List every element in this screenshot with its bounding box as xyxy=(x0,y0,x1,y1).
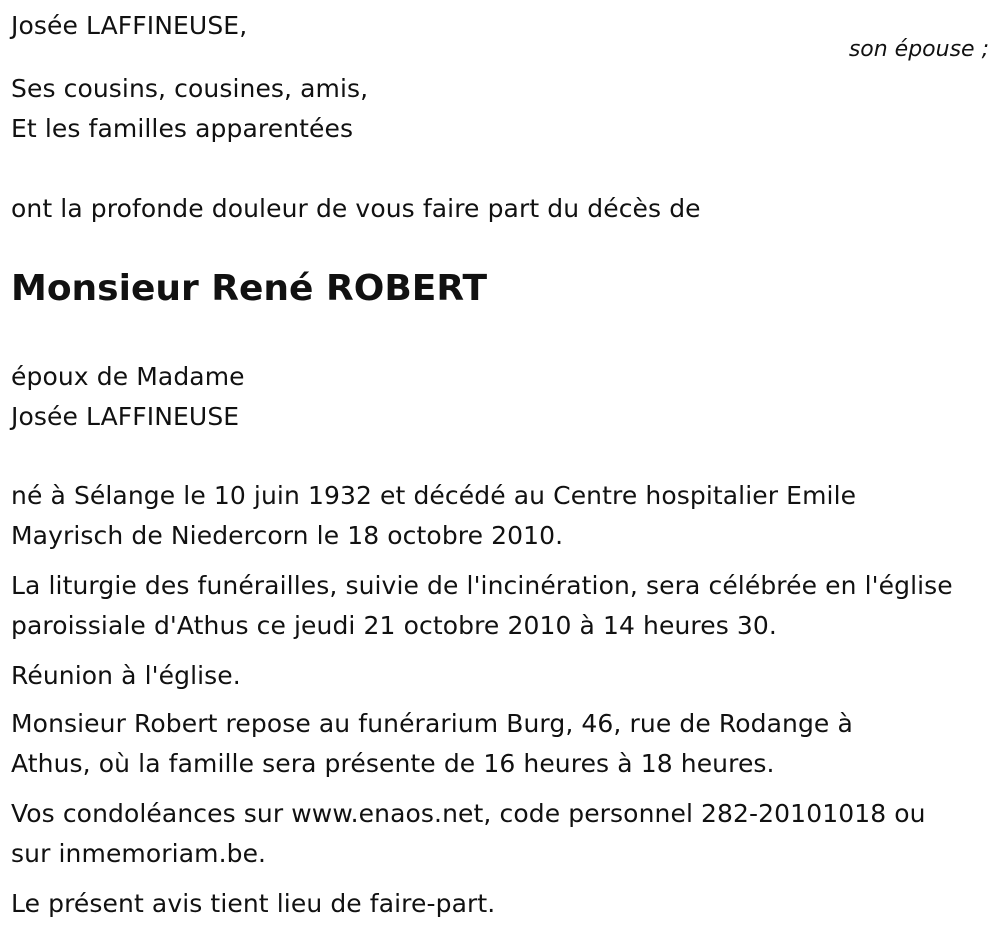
spouse-role: son épouse ; xyxy=(848,37,989,62)
closing-line: Le présent avis tient lieu de faire-part. xyxy=(11,889,496,918)
liturgy-line-2: paroissiale d'Athus ce jeudi 21 octobre 2010 à 14 heures 30. xyxy=(11,611,777,640)
condolences-line-1: Vos condoléances sur www.enaos.net, code personnel 282-20101018 ou xyxy=(11,799,926,828)
family-line-1: Ses cousins, cousines, amis, xyxy=(11,74,369,103)
funeral-home-line-2: Athus, où la famille sera présente de 16 heures à 18 heures. xyxy=(11,749,775,778)
condolences-line-2: sur inmemoriam.be. xyxy=(11,839,267,868)
spouse-line-1: époux de Madame xyxy=(11,362,245,391)
birth-death-line-2: Mayrisch de Niedercorn le 18 octobre 2010. xyxy=(11,521,564,550)
family-line-2: Et les familles apparentées xyxy=(11,114,354,143)
meeting-line: Réunion à l'église. xyxy=(11,661,241,690)
liturgy-line-1: La liturgie des funérailles, suivie de l'incinération, sera célébrée en l'église xyxy=(11,571,953,600)
birth-death-line-1: né à Sélange le 10 juin 1932 et décédé au Centre hospitalier Emile xyxy=(11,481,857,510)
spouse-name-line: Josée LAFFINEUSE, xyxy=(11,11,248,40)
spouse-line-2: Josée LAFFINEUSE xyxy=(11,402,240,431)
announcement-text: ont la profonde douleur de vous faire part du décès de xyxy=(11,194,701,223)
funeral-home-line-1: Monsieur Robert repose au funérarium Burg, 46, rue de Rodange à xyxy=(11,709,853,738)
deceased-name: Monsieur René ROBERT xyxy=(11,268,488,309)
